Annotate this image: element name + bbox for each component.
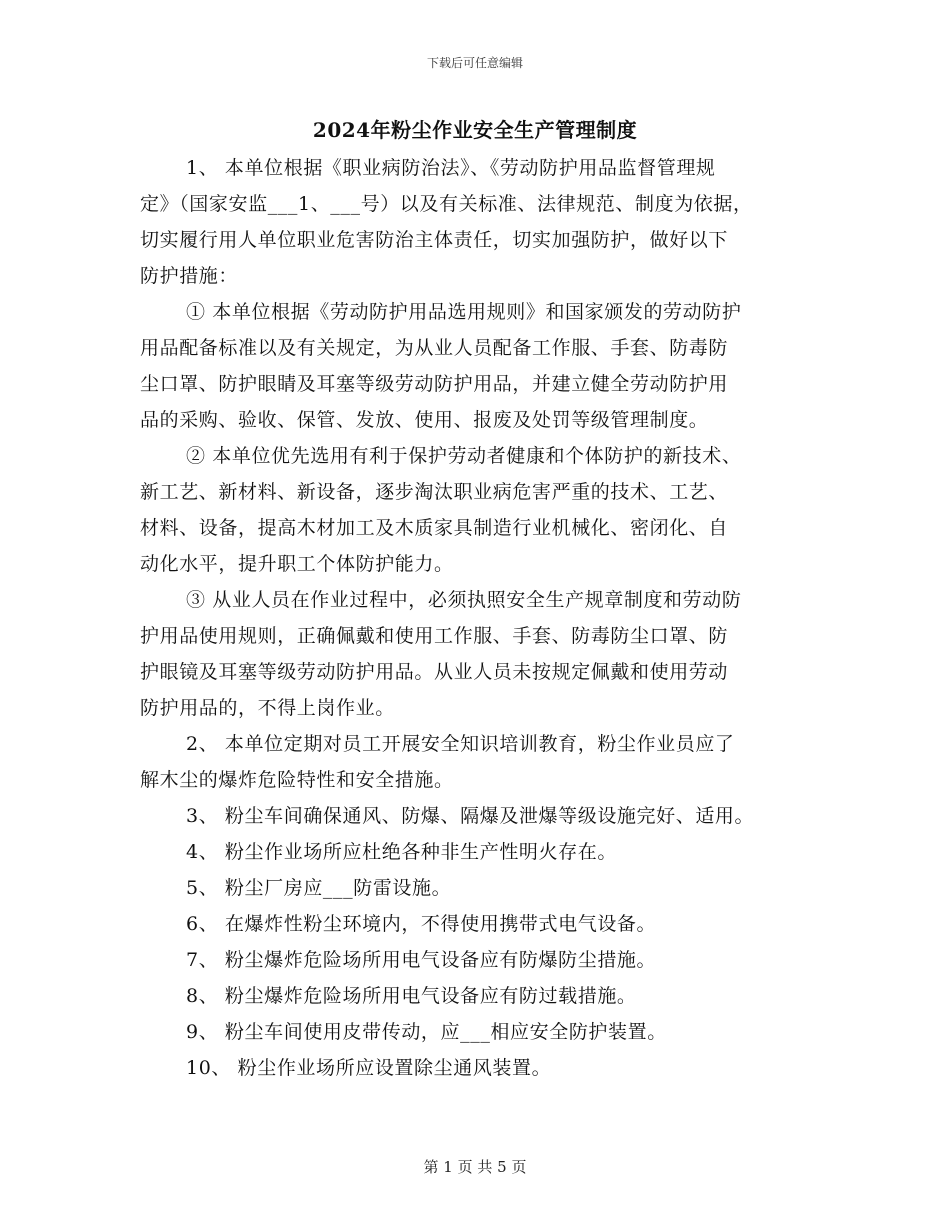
text-line: 品的采购、验收、保管、发放、使用、报废及处罚等级管理制度。	[140, 409, 709, 431]
text-line: 解木尘的爆炸危险特性和安全措施。	[140, 769, 454, 791]
text-line: 4、 粉尘作业场所应杜绝各种非生产性明火存在。	[186, 841, 617, 863]
text-line: ① 本单位根据《劳动防护用品选用规则》和国家颁发的劳动防护	[186, 301, 742, 323]
header-note: 下载后可任意编辑	[426, 56, 523, 70]
text-line: 定》（国家安监___1、___号）以及有关标准、法律规范、制度为依据，	[140, 193, 753, 215]
document-title: 2024年粉尘作业安全生产管理制度	[312, 118, 638, 142]
text-line: 7、 粉尘爆炸危险场所用电气设备应有防爆防尘措施。	[186, 949, 657, 971]
text-line: 8、 粉尘爆炸危险场所用电气设备应有防过载措施。	[186, 985, 637, 1007]
text-line: 护眼镜及耳塞等级劳动防护用品。从业人员未按规定佩戴和使用劳动	[140, 661, 729, 683]
text-line: 尘口罩、防护眼睛及耳塞等级劳动防护用品，并建立健全劳动防护用	[140, 373, 729, 395]
text-line: 新工艺、新材料、新设备，逐步淘汰职业病危害严重的技术、工艺、	[140, 481, 729, 503]
text-line: 材料、设备，提高木材加工及木质家具制造行业机械化、密闭化、自	[140, 517, 729, 539]
text-line: 切实履行用人单位职业危害防治主体责任，切实加强防护，做好以下	[140, 229, 729, 251]
page-number: 第 1 页 共 5 页	[423, 1158, 527, 1176]
text-line: 动化水平，提升职工个体防护能力。	[140, 553, 454, 575]
text-line: 2、 本单位定期对员工开展安全知识培训教育，粉尘作业员应了	[186, 733, 735, 755]
document-body	[140, 150, 820, 1086]
text-line: 防护用品的，不得上岗作业。	[140, 697, 395, 719]
text-line: 10、 粉尘作业场所应设置除尘通风装置。	[186, 1057, 552, 1079]
text-line: 3、 粉尘车间确保通风、防爆、隔爆及泄爆等级设施完好、适用。	[186, 805, 755, 827]
text-line: 用品配备标准以及有关规定，为从业人员配备工作服、手套、防毒防	[140, 337, 729, 359]
text-line: 9、 粉尘车间使用皮带传动，应___相应安全防护装置。	[186, 1021, 667, 1043]
text-line: ③ 从业人员在作业过程中，必须执照安全生产规章制度和劳动防	[186, 589, 742, 611]
text-line: 6、 在爆炸性粉尘环境内，不得使用携带式电气设备。	[186, 913, 657, 935]
text-line: 1、 本单位根据《职业病防治法》、《劳动防护用品监督管理规	[186, 157, 716, 179]
text-line: 防护措施：	[140, 265, 239, 287]
text-line: 护用品使用规则，正确佩戴和使用工作服、手套、防毒防尘口罩、防	[140, 625, 729, 647]
text-line: ② 本单位优先选用有利于保护劳动者健康和个体防护的新技术、	[186, 445, 742, 467]
text-line: 5、 粉尘厂房应___防雷设施。	[186, 877, 452, 899]
